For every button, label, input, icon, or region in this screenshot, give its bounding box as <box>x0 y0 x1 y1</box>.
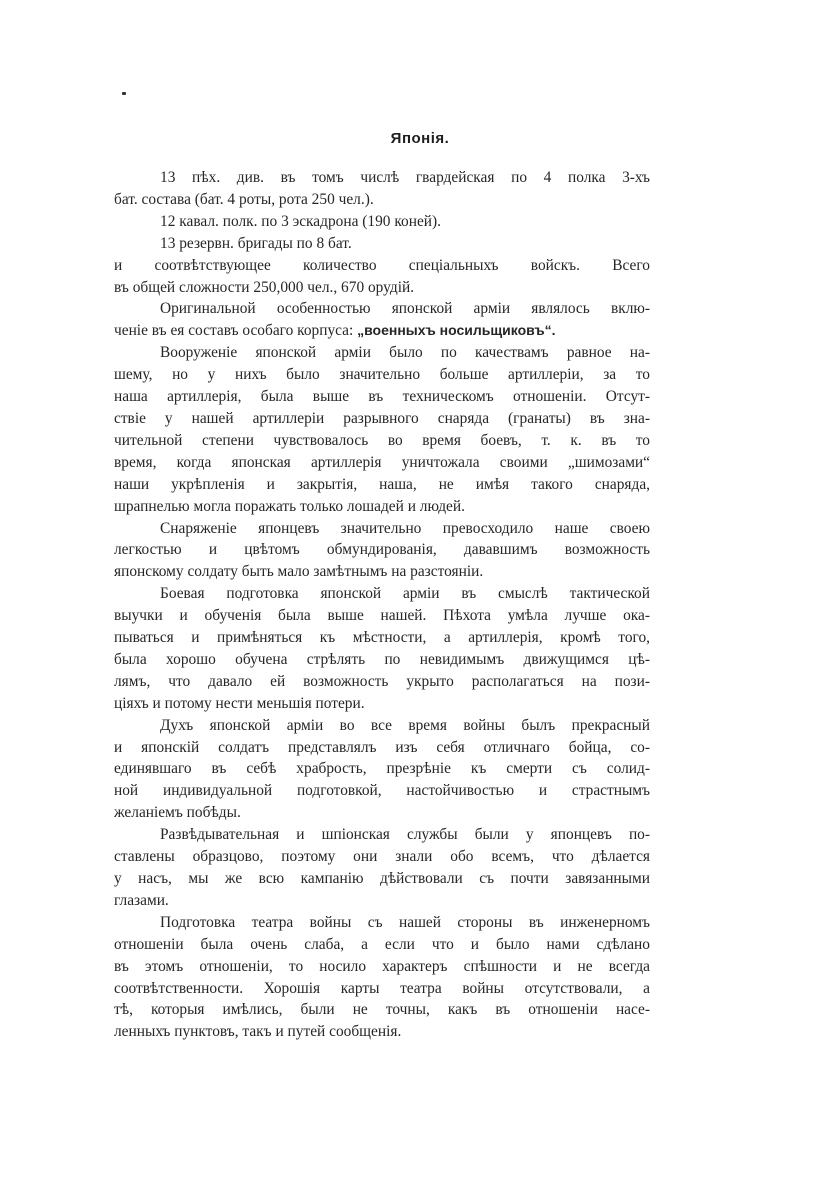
text-line: бат. состава (бат. 4 роты, рота 250 чел.). <box>114 190 374 208</box>
text-line: ціяхъ и потому нести меньшія потери. <box>114 694 365 712</box>
text-line: Духъ японской арміи во все время войны былъ прекрасный <box>160 716 650 734</box>
text-line: Снаряженіе японцевъ значительно превосходило наше своею <box>160 519 650 537</box>
text-line: 13 резервн. бригады по 8 бат. <box>160 234 352 252</box>
paragraph <box>114 255 650 299</box>
text-line: шрапнелью могла поражать только лошадей и людей. <box>114 497 465 515</box>
paragraph <box>114 715 650 825</box>
text-line: Вооруженіе японской арміи было по качествамъ равное на- <box>160 344 650 362</box>
text-line: въ этомъ отношеніи, то носило характеръ спѣшности и не всегда <box>114 957 650 975</box>
paragraph <box>114 912 650 1043</box>
paragraph <box>160 211 650 233</box>
paragraph <box>114 824 650 912</box>
text-line: Боевая подготовка японской арміи въ смыслѣ тактической <box>160 585 650 603</box>
text-line: ствіе у нашей артиллеріи разрывного снаряда (гранаты) въ зна- <box>114 409 650 427</box>
text-line: чительной степени чувствовалось во время боевъ, т. к. въ то <box>114 431 650 449</box>
paragraph <box>114 583 650 714</box>
text-line: пываться и примѣняться къ мѣстности, а артиллерія, кромѣ того, <box>114 629 650 647</box>
text-line: японскому солдату быть мало замѣтнымъ на разстояніи. <box>114 563 484 581</box>
text-line: наша артиллерія, была выше въ техническомъ отношеніи. Отсут- <box>114 388 650 406</box>
text-line: желаніемъ побѣды. <box>114 804 241 822</box>
text-line: ной индивидуальной подготовкой, настойчивостью и страстнымъ <box>114 782 650 800</box>
text-line: время, когда японская артиллерія уничтожала своими „шимозами“ <box>114 453 650 471</box>
paragraph <box>160 233 650 255</box>
text-line: Оригинальной особенностью японской арміи являлось вклю- <box>160 300 650 318</box>
text-line: у насъ, мы же всю кампанію дѣйствовали съ почти завязанными <box>114 870 650 887</box>
text-line <box>114 320 650 342</box>
text-line: шему, но у нихъ было значительно больше артиллеріи, за то <box>114 366 650 384</box>
text-line: глазами. <box>114 891 169 909</box>
text-line: ставлены образцово, поэтому они знали обо всемъ, что дѣлается <box>114 848 650 866</box>
text-fragment: ченіе въ ея составъ особаго корпуса: <box>114 322 358 340</box>
page-title: Японія. <box>390 130 450 147</box>
text-line: и соотвѣтствующее количество спеціальныхъ войскъ. Всего <box>114 256 650 274</box>
scan-speck <box>122 92 126 95</box>
text-line: выучки и обученія была выше нашей. Пѣхота умѣла лучше ока- <box>114 607 650 625</box>
text-line: Развѣдывательная и шпіонская службы были у японцевъ по- <box>160 826 650 844</box>
paragraph <box>114 518 650 584</box>
text-line: 13 пѣх. див. въ томъ числѣ гвардейская по 4 полка 3-хъ <box>160 169 650 186</box>
bold-term: „военныхъ носильщиковъ“. <box>357 322 556 339</box>
paragraph <box>114 167 650 211</box>
text-line: отношеніи была очень слаба, а если что и было нами сдѣлано <box>114 935 650 953</box>
text-line: была хорошо обучена стрѣлять по невидимымъ движущимся цѣ- <box>114 650 650 668</box>
document-body <box>114 167 650 1043</box>
text-line: и японскій солдатъ представлялъ изъ себя отличнаго бойца, со- <box>114 738 650 756</box>
text-line: легкостью и цвѣтомъ обмундированія, дававшимъ возможность <box>114 541 650 559</box>
text-line: лямъ, что давало ей возможность укрыто располагаться на пози- <box>114 672 650 690</box>
text-line: ленныхъ пунктовъ, такъ и путей сообщенія. <box>114 1023 402 1041</box>
paragraph <box>114 342 650 517</box>
text-line: соотвѣтственности. Хорошія карты театра войны отсутствовали, а <box>114 979 650 997</box>
text-line: въ общей сложности 250,000 чел., 670 орудій. <box>114 278 415 296</box>
text-line: наши укрѣпленія и закрытія, наша, не имѣя такого снаряда, <box>114 475 650 493</box>
text-line: Подготовка театра войны съ нашей стороны въ инженерномъ <box>160 913 650 931</box>
paragraph <box>114 298 650 342</box>
text-line: 12 кавал. полк. по 3 эскадрона (190 коней). <box>160 212 441 230</box>
text-line: единявшаго въ себѣ храбрость, презрѣніе къ смерти съ солид- <box>114 760 650 778</box>
text-line: тѣ, которыя имѣлись, были не точны, какъ въ отношеніи насе- <box>114 1001 650 1019</box>
